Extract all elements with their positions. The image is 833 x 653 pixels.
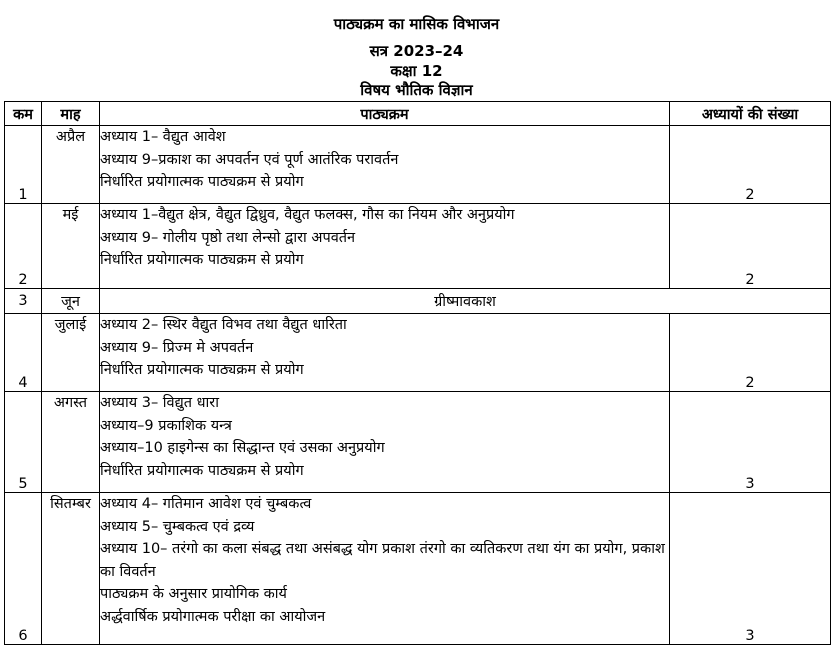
table-row	[5, 392, 831, 493]
row-sn: 3	[5, 289, 42, 314]
row-month: अगस्त	[42, 392, 100, 493]
row-month: मई	[42, 204, 100, 289]
header-syllabus: पाठ्यक्रम	[100, 102, 670, 126]
row-count: 3	[670, 392, 831, 493]
table-header-row	[5, 102, 831, 126]
row-count: 2	[670, 314, 831, 392]
content-line: अध्याय 10– तरंगो का कला संबद्ध तथा असंबद्ध योग प्रकाश तंरगो का व्यतिकरण तथा यंग का प्रयोग, प्रकाश का विवर्तन	[100, 541, 665, 580]
content-line: अध्याय 2– स्थिर वैद्युत विभव तथा वैद्युत धारिता	[100, 317, 347, 333]
content-line: अध्याय 9– प्रिज्म मे अपवर्तन	[100, 339, 254, 356]
table-row	[5, 204, 831, 289]
row-content	[100, 204, 670, 289]
content-line: निर्धारित प्रयोगात्मक पाठ्यक्रम से प्रयोग	[100, 362, 304, 378]
row-sn: 2	[5, 204, 42, 289]
content-line: अध्याय 9–प्रकाश का अपवर्तन एवं पूर्ण आतंरिक परावर्तन	[100, 151, 399, 168]
row-sn: 6	[5, 493, 42, 645]
row-month: जून	[42, 289, 100, 314]
table-row	[5, 126, 831, 204]
content-line: अध्याय–10 हाइगेन्स का सिद्धान्त एवं उसका अनुप्रयोग	[100, 440, 385, 456]
content-line: निर्धारित प्रयोगात्मक पाठ्यक्रम से प्रयोग	[100, 252, 304, 268]
row-content	[100, 314, 670, 392]
class-label: कक्षा 12	[390, 62, 443, 80]
vacation-label: ग्रीष्मावकाश	[100, 289, 831, 314]
content-line: पाठ्यक्रम के अनुसार प्रायोगिक कार्य	[100, 586, 287, 602]
table-row	[5, 289, 831, 314]
row-content	[100, 493, 670, 645]
row-count: 3	[670, 493, 831, 645]
content-line: अध्याय 5– चुम्बकत्व एवं द्रव्य	[100, 518, 255, 535]
content-line: अध्याय 1–वैद्युत क्षेत्र, वैद्युत द्विध्रुव, वैद्युत फलक्स, गौस का नियम और अनुप्रयोग	[100, 207, 515, 223]
header-chapter-count: अध्यायों की संख्या	[670, 102, 831, 126]
row-month: सितम्बर	[42, 493, 100, 645]
header-month: माह	[42, 102, 100, 126]
row-count: 2	[670, 126, 831, 204]
row-content	[100, 126, 670, 204]
content-line: निर्धारित प्रयोगात्मक पाठ्यक्रम से प्रयोग	[100, 462, 304, 479]
content-line: अध्याय 9– गोलीय पृष्ठो तथा लेन्सो द्वारा अपवर्तन	[100, 229, 356, 246]
content-line: अध्याय–9 प्रकाशिक यन्त्र	[100, 417, 232, 434]
row-sn: 5	[5, 392, 42, 493]
session-label: सत्र 2023–24	[369, 42, 464, 60]
row-month: जुलाई	[42, 314, 100, 392]
header-sn: कम	[5, 102, 42, 126]
table-row	[5, 314, 831, 392]
row-sn: 4	[5, 314, 42, 392]
content-line: निर्धारित प्रयोगात्मक पाठ्यक्रम से प्रयोग	[100, 174, 304, 190]
content-line: अध्याय 3– विद्युत धारा	[100, 395, 219, 411]
row-sn: 1	[5, 126, 42, 204]
row-content	[100, 392, 670, 493]
table-row	[5, 493, 831, 645]
row-month: अप्रैल	[42, 126, 100, 204]
content-line: अध्याय 4– गतिमान आवेश एवं चुम्बकत्व	[100, 496, 312, 512]
content-line: अर्द्धवार्षिक प्रयोगात्मक परीक्षा का आयोजन	[100, 608, 326, 625]
subject-label: विषय भौतिक विज्ञान	[360, 81, 473, 99]
syllabus-table	[4, 101, 831, 645]
page-title: पाठ्यक्रम का मासिक विभाजन	[333, 15, 500, 33]
row-count: 2	[670, 204, 831, 289]
content-line: अध्याय 1– वैद्युत आवेश	[100, 129, 226, 145]
